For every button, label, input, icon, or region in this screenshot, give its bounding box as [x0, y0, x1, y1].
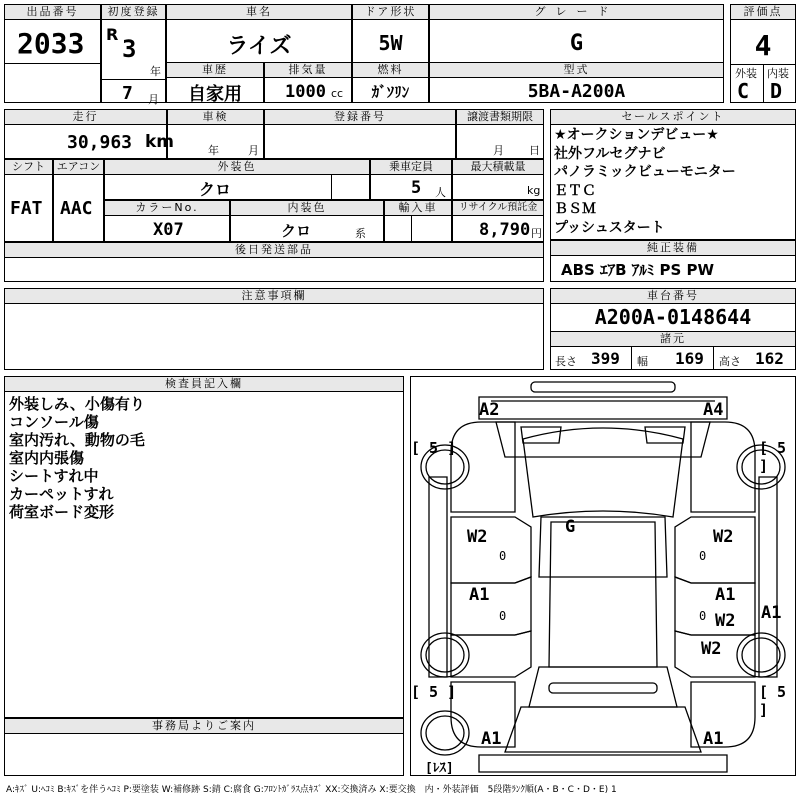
sales-point: 社外フルセグナビ [554, 145, 666, 162]
notes-cell [4, 288, 544, 370]
recycle-value: 8,790 [479, 220, 531, 240]
load-unit: kg [527, 184, 541, 197]
mark-a1-rear-right: A1 [703, 729, 724, 749]
color-cell [104, 159, 370, 200]
load-label: 最大積載量 [453, 160, 543, 175]
history-value: 自家用 [188, 84, 242, 105]
import-cell [384, 200, 452, 242]
color-number-label: カラーNo. [105, 201, 229, 216]
mark-g-roof: G [565, 517, 576, 537]
sales-points-label: セールスポイント [551, 110, 795, 125]
equipment-cell [550, 240, 796, 282]
shift-label: シフト [5, 160, 52, 175]
plate-cell [264, 109, 456, 159]
door-cell [352, 4, 429, 63]
sales-point: ＢＳＭ [554, 201, 596, 217]
fuel-value: ｶﾞｿﾘﾝ [371, 83, 410, 101]
equipment-value: ABS ｴｱB ｱﾙﾐ PS PW [561, 261, 715, 279]
car-name: ライズ [226, 34, 292, 59]
color-value: クロ [198, 180, 231, 199]
inspector-line: 室内汚れ、動物の毛 [9, 431, 145, 449]
mark-a1-rear-door-left: A1 [469, 585, 490, 605]
fuel-label: 燃料 [353, 63, 428, 78]
score-cell [730, 4, 796, 103]
inspection-label: 車検 [168, 110, 263, 125]
model-value: 5BA-A200A [527, 81, 626, 102]
aircon-cell [53, 159, 104, 242]
mark-w2-rear-fender-right: W2 [701, 639, 722, 659]
registration-label: 初度登録 [102, 5, 165, 20]
inspector-label: 検査員記入欄 [5, 377, 403, 392]
mark-a1-rear-left: A1 [481, 729, 502, 749]
seats-value: 5 [411, 178, 422, 198]
transfer-label: 譲渡書類期限 [457, 110, 543, 125]
aircon-value: AAC [60, 198, 93, 219]
mark-zero: 0 [499, 609, 507, 623]
inspector-line: 外装しみ、小傷有り [9, 395, 145, 413]
registration-month-unit: 月 [148, 93, 159, 106]
height-label: 高さ [719, 355, 741, 368]
inspection-cell [167, 109, 264, 159]
mileage-label: 走行 [5, 110, 166, 125]
displacement-label: 排気量 [265, 63, 351, 78]
interior-color-value: クロ [281, 222, 312, 240]
sales-points-list [554, 126, 736, 237]
mileage-cell [4, 109, 175, 159]
sales-point: ★オークションデビュー★ [554, 127, 719, 143]
history-label: 車歴 [167, 63, 263, 78]
seats-unit: 人 [435, 186, 446, 199]
door-type: 5W [378, 31, 403, 55]
inspection-month-unit: 月 [248, 144, 259, 157]
mileage-unit: km [145, 132, 175, 152]
inspector-line: コンソール傷 [9, 413, 99, 431]
legend: A:ｷｽﾞ U:ﾍｺﾐ B:ｷｽﾞを伴うﾍｺﾐ P:要塗装 W:補修跡 S:錆 C:腐食 G:ﾌﾛﾝﾄｶﾞﾗｽ点ｷｽﾞ XX:交換済み X:要交換 内・外装評価 5段階ﾗﾝｸ順(A・B・C・D・E) 1 [6, 785, 617, 795]
transfer-cell [456, 109, 544, 159]
sales-point: ＥＴＣ [554, 182, 596, 199]
interior-grade: D [770, 79, 783, 103]
name-label: 車名 [167, 5, 351, 20]
tire-rear-left: [ 5 ] [411, 683, 457, 701]
interior-color-cell [230, 200, 384, 242]
chassis-cell [550, 288, 796, 370]
transfer-day-unit: 日 [529, 144, 540, 157]
transfer-month-unit: 月 [493, 144, 504, 157]
sales-points-cell [550, 109, 796, 240]
later-parts-cell [4, 242, 544, 282]
exterior-label: 外装 [735, 67, 757, 80]
import-label: 輸入車 [385, 201, 451, 216]
height-value: 162 [755, 349, 784, 368]
inspector-line: カーペットすれ [9, 485, 114, 503]
registration-month: 7 [122, 83, 133, 104]
office-label: 事務局よりご案内 [5, 719, 403, 734]
mark-w2-front-door-right: W2 [713, 527, 734, 547]
history-cell [166, 62, 264, 103]
mark-w2-rear-door-right: W2 [715, 611, 736, 631]
seats-label: 乗車定員 [371, 160, 451, 175]
registration-year: 3 [122, 35, 137, 63]
spec-label: 諸元 [551, 331, 795, 347]
displacement-unit: cc [331, 87, 344, 100]
recycle-label: リサイクル預託金 [453, 201, 543, 216]
inspector-line: 荷室ボード変形 [9, 503, 115, 521]
registration-cell [101, 4, 166, 106]
office-cell [4, 718, 404, 776]
chassis-number: A200A-0148644 [594, 305, 752, 329]
mark-zero: 0 [499, 549, 507, 563]
spare-tire: [ﾚｽ] [425, 761, 454, 776]
mark-a4-front-right: A4 [703, 400, 724, 420]
exterior-grade: C [737, 79, 750, 103]
lot-cell [4, 4, 101, 103]
mark-w2-front-door-left: W2 [467, 527, 488, 547]
tire-front-right: [ 5 ] [759, 439, 787, 475]
color-number-cell [104, 200, 230, 242]
lot-label: 出品番号 [5, 5, 100, 20]
length-value: 399 [591, 349, 620, 368]
tire-front-left: [ 5 ] [411, 439, 457, 457]
door-label: ドア形状 [353, 5, 428, 20]
mileage-value: 30,963 [67, 132, 133, 153]
notes-label: 注意事項欄 [5, 289, 543, 304]
equipment-label: 純正装備 [551, 241, 795, 256]
recycle-unit: 円 [531, 227, 542, 240]
width-label: 幅 [637, 355, 648, 368]
inspector-cell [4, 376, 404, 718]
car-diagram [410, 376, 796, 776]
model-cell [429, 62, 724, 103]
chassis-label: 車台番号 [551, 289, 795, 304]
length-label: 長さ [555, 355, 577, 368]
inspector-line: シートすれ中 [9, 467, 99, 485]
name-cell [166, 4, 352, 63]
grade-cell [429, 4, 724, 63]
color-number-value: X07 [153, 220, 184, 240]
recycle-cell [452, 200, 544, 242]
mark-zero: 0 [699, 609, 707, 623]
registration-year-unit: 年 [150, 65, 161, 78]
displacement-cell [264, 62, 352, 103]
inspector-notes [9, 395, 145, 521]
inspector-line: 室内内張傷 [9, 449, 85, 467]
fuel-cell [352, 62, 429, 103]
plate-label: 登録番号 [265, 110, 455, 125]
displacement-value: 1000 [285, 82, 326, 102]
sales-point: パノラミックビューモニター [554, 164, 736, 180]
car-outline [411, 377, 795, 775]
color-label: 外装色 [105, 160, 369, 175]
score-label: 評価点 [731, 5, 795, 20]
inspection-year-unit: 年 [208, 144, 219, 157]
load-cell [452, 159, 544, 200]
mark-a1-right-side: A1 [761, 603, 782, 623]
sales-point: プッシュスタート [554, 219, 665, 236]
score-value: 4 [754, 29, 772, 62]
interior-color-label: 内装色 [231, 201, 383, 216]
later-parts-label: 後日発送部品 [5, 243, 543, 258]
tire-rear-right: [ 5 ] [759, 683, 787, 719]
shift-value: FAT [10, 198, 43, 219]
interior-color-unit: 系 [355, 227, 366, 240]
aircon-label: エアコン [54, 160, 103, 175]
registration-era: R [106, 25, 119, 44]
mark-zero: 0 [699, 549, 707, 563]
shift-cell [4, 159, 53, 242]
lot-number: 2033 [17, 27, 85, 60]
mark-a1-rear-door-right: A1 [715, 585, 736, 605]
interior-label: 内装 [767, 67, 789, 80]
grade-label: グレード [430, 5, 723, 20]
seats-cell [370, 159, 452, 200]
model-label: 型式 [430, 63, 723, 78]
grade-value: G [569, 31, 584, 56]
mark-a2-front-left: A2 [479, 400, 500, 420]
width-value: 169 [675, 349, 704, 368]
